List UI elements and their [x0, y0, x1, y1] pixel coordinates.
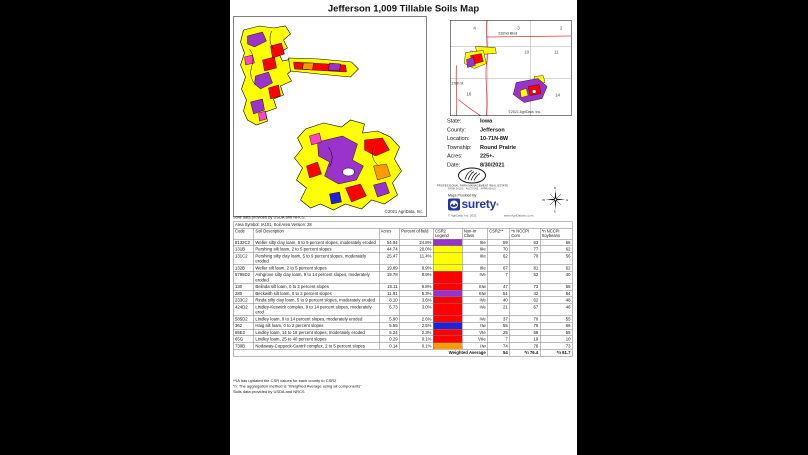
soil-description-cell: Lindley-Keswick complex, 9 to 14 percent slopes, moderately erod: [254, 304, 379, 316]
weighted-csr2: 54: [487, 349, 509, 356]
road-label: 232nd Blvd: [498, 31, 518, 36]
csr2-cell: 62: [487, 253, 509, 265]
soil-code-cell: 65G: [233, 336, 253, 343]
non-irr-class-cell: VIIe: [462, 336, 487, 343]
soil-cluster-central: [295, 120, 402, 210]
csr2-legend-swatch: [433, 297, 462, 304]
csr2-cell: 51: [487, 290, 509, 297]
percent-cell: 3.6%: [399, 297, 433, 304]
percent-cell: 5.3%: [399, 290, 433, 297]
acres-cell: 54.94: [379, 239, 399, 246]
col-percent: Percent of field: [399, 228, 433, 239]
non-irr-class-cell: IIw: [462, 322, 487, 329]
percent-cell: 0.1%: [399, 336, 433, 343]
soil-code-cell: 424D2: [233, 304, 253, 316]
footnote-csr2: **IA has updated the CSR values for each county to CSR2: [233, 378, 337, 383]
csr2-legend-swatch: [433, 329, 462, 336]
table-row: [233, 265, 572, 272]
county-value: Jefferson: [480, 126, 505, 133]
nccpi-corn-cell: 73: [510, 283, 541, 290]
county-label: County:: [447, 126, 466, 133]
nccpi-corn-cell: 19: [510, 336, 541, 343]
compass-w: W: [542, 197, 546, 202]
percent-cell: 0.1%: [399, 343, 433, 350]
table-row: [233, 246, 572, 253]
table-row: [233, 239, 572, 246]
nccpi-corn-cell: 70: [510, 253, 541, 265]
col-code: Code: [233, 228, 253, 239]
acres-cell: 25.47: [379, 253, 399, 265]
soil-description-cell: Belinda silt loam, 0 to 2 percent slopes: [254, 283, 379, 290]
soil-description-cell: Pershing silt loam, 2 to 5 percent slopes: [254, 246, 379, 253]
table-row: [233, 297, 572, 304]
main-map-copyright: ©2021 AgriData, Inc.: [384, 209, 424, 214]
compass-s: S: [553, 209, 556, 213]
csr2-legend-swatch: [433, 343, 462, 350]
soil-code-cell: 362: [233, 322, 253, 329]
csr2-legend-swatch: [433, 322, 462, 329]
nccpi-soybeans-cell: 10: [540, 336, 572, 343]
nccpi-corn-cell: 78: [510, 343, 541, 350]
soil-code-cell: 280: [233, 290, 253, 297]
percent-cell: 8.9%: [399, 271, 433, 283]
inset-soil-cluster-south: [513, 76, 547, 103]
soil-code-cell: 130: [233, 283, 253, 290]
soil-description-cell: Weller silt loam, 2 to 5 percent slopes: [254, 265, 379, 272]
table-row: [233, 316, 572, 323]
soil-description-cell: Weller silty clay loam, 5 to 9 percent slopes, moderately eroded: [254, 239, 379, 246]
section-label: 2: [560, 25, 563, 31]
soil-code-cell: 131C2: [233, 253, 253, 265]
nccpi-soybeans-cell: 55: [540, 316, 572, 323]
non-irr-class-cell: IVe: [462, 316, 487, 323]
soil-code-cell: 5795D2: [233, 271, 253, 283]
csr2-legend-swatch: [433, 304, 462, 316]
percent-cell: 20.0%: [399, 246, 433, 253]
acres-cell: 44.74: [379, 246, 399, 253]
info-row-acres: [447, 153, 516, 162]
soil-description-cell: Lindley loam, 25 to 40 percent slopes: [254, 336, 379, 343]
company-emblem-icon: [457, 167, 487, 185]
township-value: Round Prairie: [480, 144, 517, 151]
soil-description-cell: Beckwith silt loam, 0 to 2 percent slopes: [254, 290, 379, 297]
weighted-average-row: [233, 349, 572, 356]
nccpi-corn-cell: 67: [510, 304, 541, 316]
nccpi-soybeans-cell: 56: [540, 253, 572, 265]
non-irr-class-cell: IIIe: [462, 265, 487, 272]
nccpi-corn-cell: 52: [510, 271, 541, 283]
col-description: Soil Description: [254, 228, 379, 239]
footnote-aggregation: *n: The aggregation method is "Weighted Average using all components": [233, 384, 362, 389]
percent-cell: 3.0%: [399, 304, 433, 316]
csr2-cell: 47: [487, 283, 509, 290]
document-page: [230, 0, 577, 455]
nccpi-soybeans-cell: 73: [540, 343, 572, 350]
location-label: Location:: [447, 135, 470, 142]
csr2-legend-swatch: [433, 271, 462, 283]
percent-cell: 6.8%: [399, 283, 433, 290]
csr2-legend-swatch: [433, 253, 462, 265]
location-value: 10-71N-8W: [480, 135, 509, 142]
table-row: [233, 343, 572, 350]
csr2-cell: 25: [487, 329, 509, 336]
nccpi-corn-cell: 58: [510, 329, 541, 336]
soils-table: [233, 222, 573, 357]
soils-data-note: Soils data provided by USDA and NRCS.: [233, 215, 306, 220]
soil-cluster-northwest: [241, 26, 296, 125]
csr2-cell: 37: [487, 316, 509, 323]
non-irr-class-cell: IIw: [462, 343, 487, 350]
soil-code-cell: 233C2: [233, 297, 253, 304]
csr2-legend-swatch: [433, 239, 462, 246]
table-header-row: [233, 228, 572, 239]
table-row: [233, 329, 572, 336]
col-csr2: CSR2**: [487, 228, 509, 239]
nccpi-soybeans-cell: 55: [540, 329, 572, 336]
compass-rose-icon: [542, 186, 569, 213]
csr2-cell: 21: [487, 304, 509, 316]
street-label: 278th St: [451, 81, 464, 86]
col-non-irr-class: Non-Irr Class: [462, 228, 487, 239]
csr2-legend-swatch: [433, 246, 462, 253]
percent-cell: 11.4%: [399, 253, 433, 265]
soil-code-cell: 132B: [233, 265, 253, 272]
col-acres: Acres: [379, 228, 399, 239]
inset-map: [450, 20, 572, 116]
info-row-state: [447, 118, 516, 127]
state-label: State:: [447, 118, 462, 124]
table-row: [233, 271, 572, 283]
percent-cell: 2.6%: [399, 316, 433, 323]
csr2-legend-swatch: [433, 336, 462, 343]
main-map: [233, 17, 427, 217]
non-irr-class-cell: IIIe: [462, 239, 487, 246]
csr2-legend-swatch: [433, 290, 462, 297]
nccpi-corn-cell: 62: [510, 297, 541, 304]
footnote-usda: Soils data provided by USDA and NRCS: [233, 389, 305, 394]
registered-mark: ®: [496, 202, 499, 207]
soil-cluster-arm: [289, 58, 359, 77]
col-nccpi-corn: *n NCCPI Corn: [510, 228, 541, 239]
soil-description-cell: Haig silt loam, 0 to 2 percent slopes: [254, 322, 379, 329]
company-subcaption: FARM SALES · AUCTIONS · APPRAISALS: [448, 187, 496, 190]
table-row: [233, 336, 572, 343]
soil-code-cell: 131B: [233, 246, 253, 253]
surety-wordmark: surety: [461, 197, 497, 211]
non-irr-class-cell: IIIe: [462, 253, 487, 265]
nccpi-soybeans-cell: 56: [540, 283, 572, 290]
acres-cell: 5.90: [379, 316, 399, 323]
percent-cell: 2.5%: [399, 322, 433, 329]
csr2-cell: 67: [487, 265, 509, 272]
inset-soil-cluster-west: [464, 47, 496, 69]
csr2-cell: 40: [487, 297, 509, 304]
nccpi-soybeans-cell: 62: [540, 246, 572, 253]
section-label: 14: [555, 92, 561, 98]
nccpi-corn-cell: 70: [510, 316, 541, 323]
compass-e: E: [566, 197, 569, 202]
date-label: Date:: [447, 161, 461, 168]
nccpi-corn-cell: 81: [510, 265, 541, 272]
csr2-cell: 70: [487, 246, 509, 253]
township-label: Township:: [447, 144, 472, 151]
csr2-legend-swatch: [433, 265, 462, 272]
page-title: Jefferson 1,009 Tillable Soils Map: [327, 3, 480, 14]
soil-code-cell: 65E2: [233, 329, 253, 336]
table-row: [233, 253, 572, 265]
acres-cell: 0.29: [379, 336, 399, 343]
non-irr-class-cell: IIIw: [462, 283, 487, 290]
percent-cell: 2.3%: [399, 329, 433, 336]
soil-code-cell: 8132C2: [233, 239, 253, 246]
acres-cell: 0.14: [379, 343, 399, 350]
table-row: [233, 290, 572, 297]
inset-copyright: ©2021 AgriData, Inc.: [508, 109, 542, 115]
area-symbol: Area Symbol: IA101, Soil Area Version: 28: [233, 222, 572, 228]
section-label: 3: [517, 25, 520, 31]
agridata-copyright: © AgriData, Inc. 2021: [448, 214, 477, 218]
non-irr-class-cell: IVe: [462, 271, 487, 283]
non-irr-class-cell: VIe: [462, 329, 487, 336]
nccpi-soybeans-cell: 48: [540, 297, 572, 304]
acres-cell: 11.91: [379, 290, 399, 297]
csr2-cell: 55: [487, 322, 509, 329]
company-caption: PROFESSIONAL FARM MANAGEMENT REAL ESTATE: [437, 184, 509, 188]
nccpi-soybeans-cell: 64: [540, 290, 572, 297]
acres-cell: 15.11: [379, 283, 399, 290]
non-irr-class-cell: IIIe: [462, 246, 487, 253]
weighted-soy: *n 61.7: [540, 349, 572, 356]
acres-cell: 5.55: [379, 322, 399, 329]
soil-code-cell: 585D2: [233, 316, 253, 323]
nccpi-soybeans-cell: 62: [540, 265, 572, 272]
surety-logo-icon: [448, 199, 460, 211]
csr2-cell: 59: [487, 239, 509, 246]
info-row-township: [447, 144, 516, 153]
acres-cell: 19.78: [379, 271, 399, 283]
nccpi-corn-cell: 42: [510, 290, 541, 297]
date-value: 8/30/2021: [480, 161, 505, 168]
weighted-corn: *n 76.4: [510, 349, 541, 356]
csr2-legend-swatch: [433, 283, 462, 290]
soils-table-body: [233, 239, 572, 349]
property-info: [447, 118, 516, 171]
nccpi-soybeans-cell: 46: [540, 304, 572, 316]
percent-cell: 8.9%: [399, 265, 433, 272]
footnotes: [233, 378, 362, 395]
csr2-cell: 74: [487, 343, 509, 350]
csr2-legend-swatch: [433, 316, 462, 323]
percent-cell: 24.8%: [399, 239, 433, 246]
section-label: 10: [524, 49, 530, 55]
nccpi-soybeans-cell: 66: [540, 322, 572, 329]
soil-code-cell: 730B: [233, 343, 253, 350]
acres-label: Acres:: [447, 153, 463, 160]
table-row: [233, 283, 572, 290]
soil-description-cell: Lindley loam, 14 to 18 percent slopes, moderately eroded: [254, 329, 379, 336]
acres-cell: 8.10: [379, 297, 399, 304]
info-row-location: [447, 136, 516, 145]
acres-value: 225+-: [480, 153, 495, 160]
nccpi-corn-cell: 77: [510, 246, 541, 253]
nccpi-soybeans-cell: 66: [540, 239, 572, 246]
weighted-average-label: Weighted Average: [233, 349, 487, 356]
website-link: www.AgriDataInc.com: [504, 214, 534, 218]
nccpi-soybeans-cell: 40: [540, 271, 572, 283]
nccpi-corn-cell: 76: [510, 322, 541, 329]
table-row: [233, 322, 572, 329]
acres-cell: 5.24: [379, 329, 399, 336]
non-irr-class-cell: IVe: [462, 297, 487, 304]
table-row: [233, 304, 572, 316]
col-csr2-legend: CSR2 Legend: [433, 228, 462, 239]
info-row-county: [447, 127, 516, 136]
section-label: 4: [473, 25, 476, 31]
col-nccpi-soybeans: *n NCCPI Soybeans: [540, 228, 572, 239]
soil-description-cell: Lindley loam, 9 to 14 percent slopes, moderately eroded: [254, 316, 379, 323]
maps-provided-by-label: Maps Provided By: [448, 194, 477, 198]
company-logo: [437, 167, 507, 191]
soil-description-cell: Nodaway-Coppock-Cantril complex, 2 to 5 percent slopes: [254, 343, 379, 350]
section-label: 11: [554, 49, 559, 55]
csr2-cell: 7: [487, 271, 509, 283]
soil-description-cell: Pershing silty clay loam, 5 to 9 percent slopes, moderately eroded: [254, 253, 379, 265]
csr2-cell: 7: [487, 336, 509, 343]
state-value: Iowa: [480, 118, 493, 124]
section-label: 16: [466, 91, 472, 97]
surety-logo: [448, 199, 499, 211]
soil-description-cell: Ashgrove silty clay loam, 9 to 14 percent slopes, moderately eroded: [254, 271, 379, 283]
soil-description-cell: Rinda silty clay loam, 5 to 9 percent slopes, moderately eroded: [254, 297, 379, 304]
nccpi-corn-cell: 63: [510, 239, 541, 246]
compass-n: N: [553, 186, 556, 191]
acres-cell: 6.73: [379, 304, 399, 316]
non-irr-class-cell: IVe: [462, 304, 487, 316]
acres-cell: 19.89: [379, 265, 399, 272]
non-irr-class-cell: IIIw: [462, 290, 487, 297]
